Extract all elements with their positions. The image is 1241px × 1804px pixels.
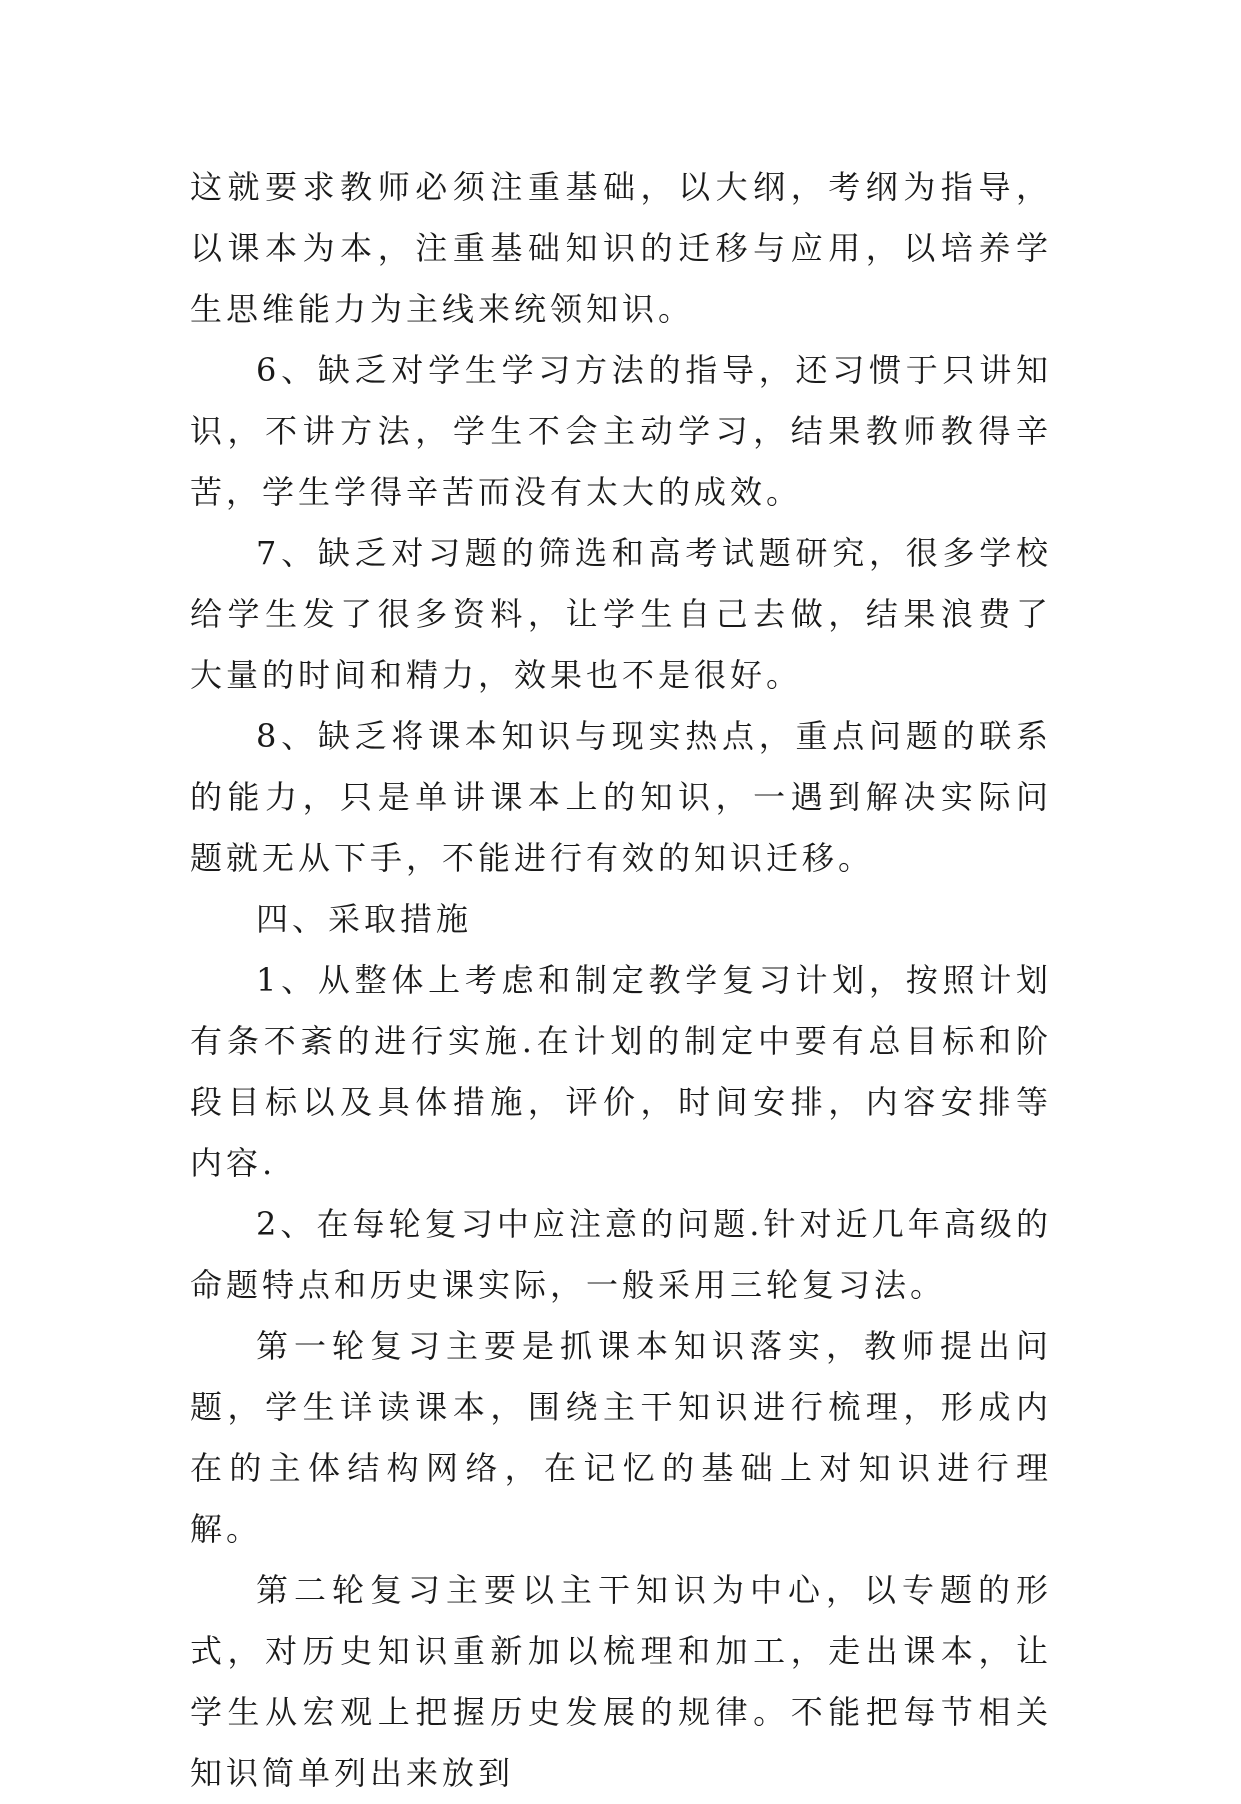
paragraph: 第一轮复习主要是抓课本知识落实，教师提出问题，学生详读课本，围绕主干知识进行梳理，形成内在的主体结构网络，在记忆的基础上对知识进行理解。 <box>190 1327 1052 1548</box>
paragraph: 6、缺乏对学生学习方法的指导，还习惯于只讲知识，不讲方法，学生不会主动学习，结果教师教得辛苦，学生学得辛苦而没有太大的成效。 <box>190 351 1052 511</box>
paragraph: 7、缺乏对习题的筛选和高考试题研究，很多学校给学生发了很多资料，让学生自己去做，结果浪费了大量的时间和精力，效果也不是很好。 <box>190 534 1052 694</box>
paragraph: 第二轮复习主要以主干知识为中心，以专题的形式，对历史知识重新加以梳理和加工，走出课本，让学生从宏观上把握历史发展的规律。不能把每节相关知识简单列出来放到 <box>190 1571 1052 1792</box>
paragraph: 8、缺乏将课本知识与现实热点，重点问题的联系的能力，只是单讲课本上的知识，一遇到解决实际问题就无从下手，不能进行有效的知识迁移。 <box>190 717 1052 877</box>
paragraph: 1、从整体上考虑和制定教学复习计划，按照计划有条不紊的进行实施.在计划的制定中要有总目标和阶段目标以及具体措施，评价，时间安排，内容安排等内容. <box>190 961 1052 1182</box>
paragraph: 这就要求教师必须注重基础，以大纲，考纲为指导，以课本为本，注重基础知识的迁移与应用，以培养学生思维能力为主线来统领知识。 <box>190 168 1052 328</box>
document-body <box>190 157 1052 1804</box>
paragraph: 2、在每轮复习中应注意的问题.针对近几年高级的命题特点和历史课实际，一般采用三轮复习法。 <box>190 1205 1052 1304</box>
section-heading: 四、采取措施 <box>256 900 473 938</box>
